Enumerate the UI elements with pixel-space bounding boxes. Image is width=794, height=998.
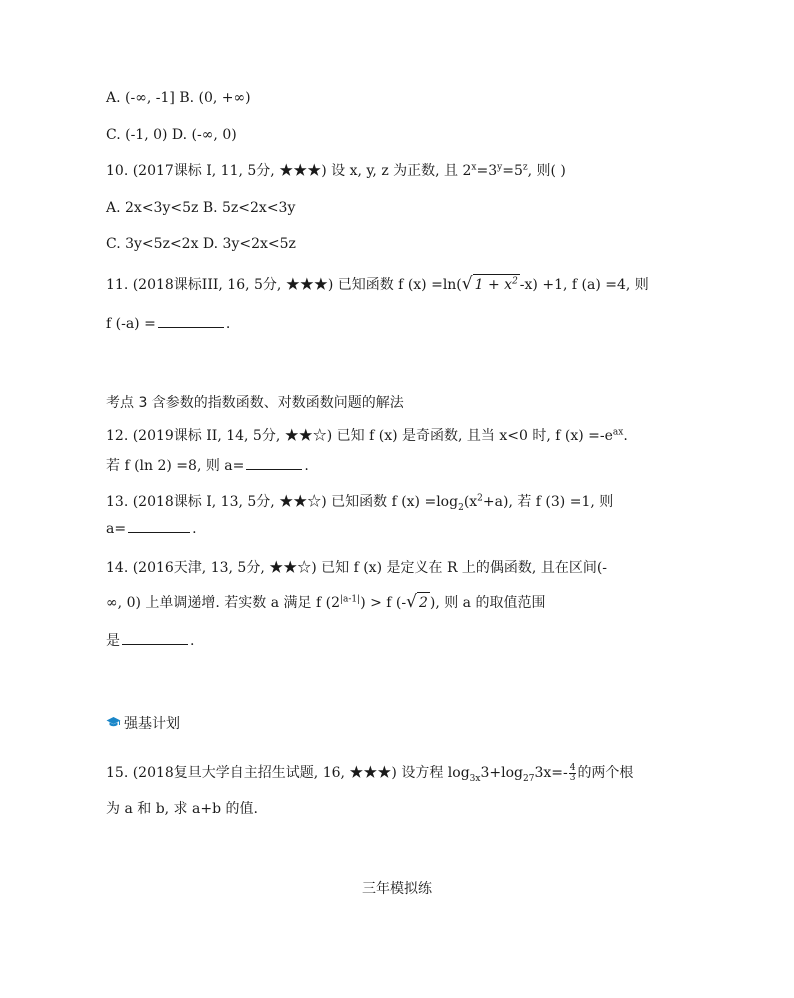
options-9-ab: A. (-∞, -1] B. (0, +∞) — [106, 90, 251, 106]
answer-blank[interactable] — [158, 313, 224, 328]
graduation-cap-icon — [106, 714, 121, 734]
question-14-answer: 是 . — [106, 630, 194, 651]
fraction: $\frac{4}{3}$ — [569, 762, 576, 783]
sqrt-2: √ 2 — [406, 592, 428, 612]
answer-blank[interactable] — [128, 518, 190, 533]
question-11-answer: f (-a) = . — [106, 313, 230, 334]
section-footer-title: 三年模拟练 — [362, 881, 432, 897]
answer-blank[interactable] — [246, 455, 302, 470]
answer-blank[interactable] — [122, 630, 188, 645]
question-12: 12. (2019课标 II, 14, 5分, ★★☆) 已知 f (x) 是奇函数, 且当 x<0 时, f $(x) =-e^{ax}$. — [106, 427, 628, 444]
section-heading-3: 考点 3 含参数的指数函数、对数函数问题的解法 — [106, 395, 404, 411]
question-15-cont: 为 a 和 b, 求 a+b 的值. — [106, 801, 258, 817]
question-15: 15. (2018复旦大学自主招生试题, 16, ★★★) 设方程 $\log_{3x}3+\log_{27}3x=-$ $\frac{4}{3}$ 的两个根 — [106, 762, 634, 784]
options-10-cd: C. 3y<5z<2x D. 3y<2x<5z — [106, 236, 296, 252]
question-13: 13. (2018课标 I, 13, 5分, ★★☆) 已知函数 f $(x) =\log_2(x^2+a)$, 若 f (3) =1, 则 — [106, 493, 614, 513]
question-10: 10. (2017课标 I, 11, 5分, ★★★) 设 x, y, z 为正数, 且 $2^x=3^y=5^z$, 则( ) — [106, 162, 566, 179]
options-10-ab: A. 2x<3y<5z B. 5z<2x<3y — [106, 200, 296, 216]
question-14: 14. (2016天津, 13, 5分, ★★☆) 已知 f (x) 是定义在 R 上的偶函数, 且在区间(- — [106, 560, 608, 576]
section-heading-plan: 强基计划 — [106, 714, 180, 734]
sqrt-expression: √ $1 + x^2$ — [461, 274, 518, 294]
question-12-answer: 若 f (ln 2) =8, 则 a= . — [106, 455, 309, 476]
question-14-cont: ∞, 0) 上单调递增. 若实数 a 满足 f $(2^{|a-1|}) > f$ (-√ 2 ), 则 a 的取值范围 — [106, 592, 546, 612]
question-11: 11. (2018课标III, 16, 5分, ★★★) 已知函数 f (x) =ln(√ $1 + x^2$ -x) +1, f (a) =4, 则 — [106, 274, 649, 294]
options-9-cd: C. (-1, 0) D. (-∞, 0) — [106, 127, 237, 143]
question-13-answer: a= . — [106, 518, 197, 539]
